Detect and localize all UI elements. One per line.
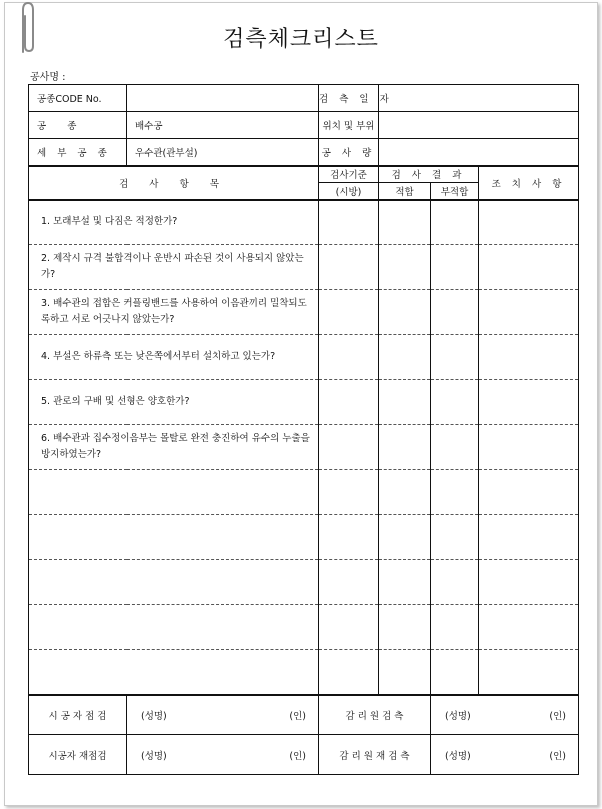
pass-cell[interactable] (379, 380, 431, 425)
pass-cell[interactable] (379, 605, 431, 650)
signature-row-reinspect (29, 735, 579, 775)
standard-cell[interactable] (319, 245, 379, 290)
supervisor-inspect-sign[interactable] (431, 695, 579, 735)
table-row (29, 200, 579, 245)
standard-cell[interactable] (319, 290, 379, 335)
location-label: 위치 및 부위 (319, 112, 379, 139)
checklist-table (28, 84, 579, 775)
pass-column-header: 적합 (379, 183, 431, 200)
fail-cell[interactable] (431, 470, 479, 515)
date-value[interactable] (379, 85, 579, 112)
item-column-header: 검 사 항 목 (29, 166, 319, 200)
table-row (29, 425, 579, 470)
standard-cell[interactable] (319, 605, 379, 650)
pass-cell[interactable] (379, 650, 431, 695)
standard-cell[interactable] (319, 470, 379, 515)
table-row (29, 290, 579, 335)
item-text[interactable] (29, 650, 319, 695)
standard-column-header: 검사기준 (319, 166, 379, 183)
seal-label: (인) (549, 750, 566, 762)
column-header-row (29, 166, 579, 183)
fail-cell[interactable] (431, 380, 479, 425)
supervisor-reinspect-sign[interactable] (431, 735, 579, 775)
action-cell[interactable] (479, 335, 579, 380)
work-type-label: 공 종 (29, 112, 127, 139)
seal-label: (인) (549, 710, 566, 722)
action-cell[interactable] (479, 245, 579, 290)
pass-cell[interactable] (379, 560, 431, 605)
fail-cell[interactable] (431, 335, 479, 380)
fail-cell[interactable] (431, 605, 479, 650)
table-row (29, 515, 579, 560)
standard-sub-header: (시방) (319, 183, 379, 200)
name-label: (성명) (445, 710, 471, 722)
item-text: 6. 배수관과 집수정이음부는 몰탈로 완전 충진하여 유수의 누출을 방지하였는가? (29, 425, 319, 470)
name-label: (성명) (445, 750, 471, 762)
result-column-header: 검 사 결 과 (379, 166, 479, 183)
fail-cell[interactable] (431, 425, 479, 470)
action-cell[interactable] (479, 425, 579, 470)
work-type-value[interactable]: 배수공 (127, 112, 319, 139)
name-label: (성명) (141, 710, 167, 722)
document-title: 검측체크리스트 (223, 27, 379, 52)
action-column-header: 조 치 사 항 (479, 166, 579, 200)
pass-cell[interactable] (379, 200, 431, 245)
standard-cell[interactable] (319, 560, 379, 605)
action-cell[interactable] (479, 290, 579, 335)
item-text: 1. 모래부설 및 다짐은 적정한가? (29, 200, 319, 245)
table-row (29, 335, 579, 380)
name-label: (성명) (141, 750, 167, 762)
pass-cell[interactable] (379, 335, 431, 380)
contractor-reinspect-sign[interactable] (127, 735, 319, 775)
pass-cell[interactable] (379, 425, 431, 470)
table-row (29, 605, 579, 650)
sub-work-type-label: 세 부 공 종 (29, 139, 127, 166)
table-row (29, 380, 579, 425)
table-row (29, 560, 579, 605)
action-cell[interactable] (479, 515, 579, 560)
standard-cell[interactable] (319, 515, 379, 560)
table-row (29, 650, 579, 695)
fail-cell[interactable] (431, 200, 479, 245)
supervisor-reinspect-label: 감 리 원 재 검 측 (319, 735, 431, 775)
standard-cell[interactable] (319, 425, 379, 470)
pass-cell[interactable] (379, 245, 431, 290)
action-cell[interactable] (479, 200, 579, 245)
date-label: 검 측 일 자 (319, 85, 379, 112)
signature-row-inspect (29, 695, 579, 735)
item-text[interactable] (29, 515, 319, 560)
fail-cell[interactable] (431, 515, 479, 560)
header-row-code (29, 85, 579, 112)
seal-label: (인) (289, 710, 306, 722)
quantity-value[interactable] (379, 139, 579, 166)
code-value[interactable] (127, 85, 319, 112)
item-text[interactable] (29, 470, 319, 515)
fail-cell[interactable] (431, 290, 479, 335)
action-cell[interactable] (479, 470, 579, 515)
table-row (29, 470, 579, 515)
item-text: 4. 부설은 하류측 또는 낮은쪽에서부터 설치하고 있는가? (29, 335, 319, 380)
action-cell[interactable] (479, 605, 579, 650)
contractor-inspect-sign[interactable] (127, 695, 319, 735)
header-row-subtype (29, 139, 579, 166)
seal-label: (인) (289, 750, 306, 762)
supervisor-inspect-label: 감 리 원 검 측 (319, 695, 431, 735)
header-row-type (29, 112, 579, 139)
standard-cell[interactable] (319, 200, 379, 245)
item-text: 5. 관로의 구배 및 선형은 양호한가? (29, 380, 319, 425)
standard-cell[interactable] (319, 650, 379, 695)
standard-cell[interactable] (319, 335, 379, 380)
item-text[interactable] (29, 560, 319, 605)
quantity-label: 공 사 량 (319, 139, 379, 166)
code-label: 공종CODE No. (29, 85, 127, 112)
item-text[interactable] (29, 605, 319, 650)
fail-cell[interactable] (431, 650, 479, 695)
action-cell[interactable] (479, 650, 579, 695)
contractor-inspect-label: 시 공 자 점 검 (29, 695, 127, 735)
item-text: 2. 제작시 규격 불합격이나 운반시 파손된 것이 사용되지 않았는가? (29, 245, 319, 290)
pass-cell[interactable] (379, 515, 431, 560)
action-cell[interactable] (479, 560, 579, 605)
site-name-label: 공사명 : (30, 72, 66, 83)
action-cell[interactable] (479, 380, 579, 425)
table-row (29, 245, 579, 290)
fail-cell[interactable] (431, 245, 479, 290)
location-value[interactable] (379, 112, 579, 139)
standard-cell[interactable] (319, 380, 379, 425)
pass-cell[interactable] (379, 290, 431, 335)
contractor-reinspect-label: 시공자 재점검 (29, 735, 127, 775)
item-text: 3. 배수관의 접합은 커플링밴드를 사용하여 이음관끼리 밀착되도록하고 서로 어긋나지 않았는가? (29, 290, 319, 335)
pass-cell[interactable] (379, 470, 431, 515)
fail-cell[interactable] (431, 560, 479, 605)
sub-work-type-value[interactable]: 우수관(관부설) (127, 139, 319, 166)
fail-column-header: 부적합 (431, 183, 479, 200)
